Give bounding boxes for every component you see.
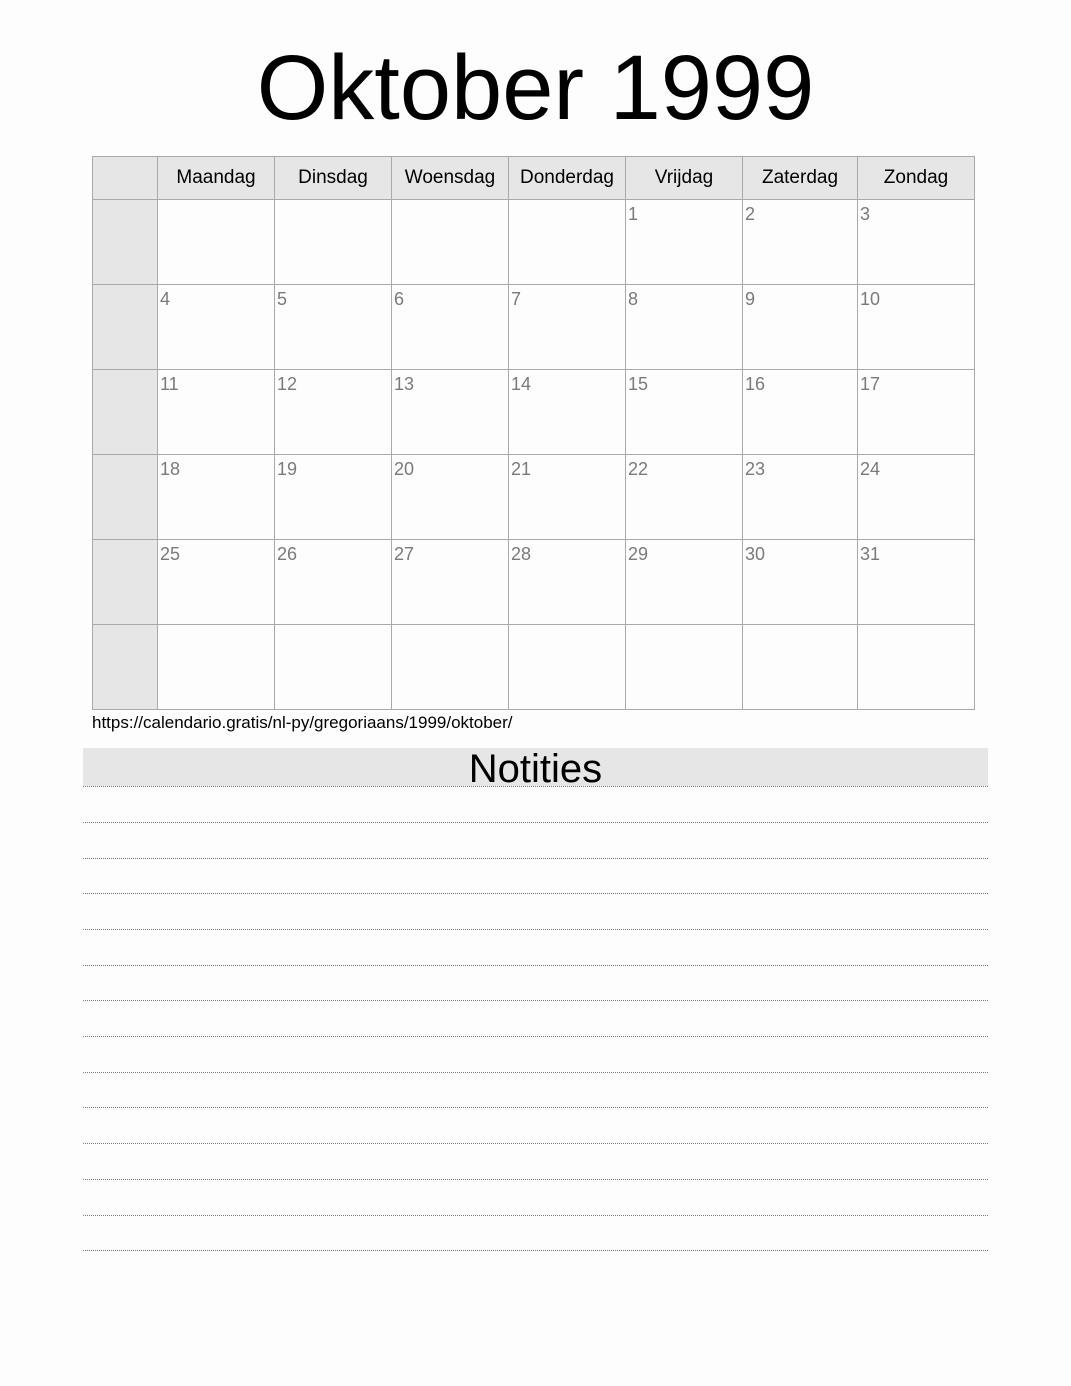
day-cell [509,455,626,540]
day-cell [626,285,743,370]
day-cell [509,625,626,710]
weekday-header: Maandag [158,157,275,200]
day-cell [509,540,626,625]
day-cell [158,455,275,540]
week-row [93,540,975,625]
week-number-cell [93,540,158,625]
day-number: 17 [860,374,881,394]
day-cell [158,285,275,370]
note-line[interactable] [83,1036,988,1037]
note-line[interactable] [83,1000,988,1001]
day-cell [275,455,392,540]
day-number: 1 [628,204,639,224]
day-number: 7 [511,289,522,309]
day-number: 16 [745,374,766,394]
day-cell [743,285,858,370]
day-cell [392,370,509,455]
day-number: 13 [394,374,415,394]
day-number: 15 [628,374,649,394]
day-cell [858,370,975,455]
weekday-header: Zondag [858,157,975,200]
day-cell [626,455,743,540]
note-line[interactable] [83,1143,988,1144]
day-cell [158,540,275,625]
day-cell [509,370,626,455]
week-number-cell [93,285,158,370]
weekday-header: Donderdag [509,157,626,200]
day-number: 3 [860,204,871,224]
day-number [858,625,974,629]
day-cell [743,200,858,285]
day-cell [858,200,975,285]
day-cell [392,455,509,540]
day-cell [858,540,975,625]
week-row [93,455,975,540]
note-line[interactable] [83,1072,988,1073]
day-cell [858,455,975,540]
note-line[interactable] [83,1215,988,1216]
day-cell [626,370,743,455]
day-number [275,625,391,629]
day-number: 21 [511,459,532,479]
weekday-header: Vrijdag [626,157,743,200]
page-title: Oktober 1999 [256,37,815,139]
day-number: 24 [860,459,881,479]
day-cell [275,625,392,710]
day-number: 28 [511,544,532,564]
day-number [626,625,742,629]
day-cell [626,625,743,710]
week-column-header [93,157,158,200]
day-number: 5 [277,289,288,309]
week-row [93,625,975,710]
day-cell [509,285,626,370]
note-line[interactable] [83,929,988,930]
week-number-cell [93,625,158,710]
day-cell [626,200,743,285]
day-number: 29 [628,544,649,564]
weekday-header: Zaterdag [743,157,858,200]
day-cell [392,625,509,710]
note-line[interactable] [83,965,988,966]
weekday-header-row [93,157,975,200]
day-number: 2 [745,204,756,224]
day-number [743,625,857,629]
day-cell [158,370,275,455]
day-number: 9 [745,289,756,309]
note-line[interactable] [83,1250,988,1251]
day-number: 26 [277,544,298,564]
note-line[interactable] [83,822,988,823]
day-number: 8 [628,289,639,309]
day-cell [743,370,858,455]
day-cell [858,625,975,710]
source-url[interactable]: https://calendario.gratis/nl-py/gregoriaans/1999/oktober/ [92,713,513,732]
day-number: 4 [160,289,171,309]
day-number: 10 [860,289,881,309]
day-cell [275,540,392,625]
day-cell [392,540,509,625]
day-number: 12 [277,374,298,394]
day-cell [158,625,275,710]
day-cell [275,370,392,455]
day-number: 19 [277,459,298,479]
day-number: 18 [160,459,181,479]
day-number: 27 [394,544,415,564]
day-cell [275,200,392,285]
weekday-header: Woensdag [392,157,509,200]
day-cell [392,200,509,285]
week-row [93,285,975,370]
note-line[interactable] [83,1107,988,1108]
day-cell [743,455,858,540]
day-cell [392,285,509,370]
day-number: 22 [628,459,649,479]
day-cell [509,200,626,285]
note-line[interactable] [83,858,988,859]
weekday-header: Dinsdag [275,157,392,200]
day-number: 11 [160,374,179,394]
week-row [93,370,975,455]
note-line[interactable] [83,1179,988,1180]
day-cell [626,540,743,625]
day-number [509,200,625,204]
day-number [509,625,625,629]
notes-title: Notities [83,748,988,786]
note-line[interactable] [83,893,988,894]
day-number: 25 [160,544,181,564]
day-number [392,625,508,629]
day-number [158,625,274,629]
day-cell [858,285,975,370]
day-number [158,200,274,204]
day-number: 31 [860,544,881,564]
week-number-cell [93,455,158,540]
day-cell [743,540,858,625]
day-number: 6 [394,289,405,309]
week-number-cell [93,200,158,285]
day-number [275,200,391,204]
day-number: 14 [511,374,532,394]
day-number: 20 [394,459,415,479]
day-number: 23 [745,459,766,479]
day-cell [743,625,858,710]
day-number [392,200,508,204]
note-line[interactable] [83,786,988,787]
week-number-cell [93,370,158,455]
week-row [93,200,975,285]
day-cell [158,200,275,285]
day-number: 30 [745,544,766,564]
day-cell [275,285,392,370]
calendar-grid [92,156,975,710]
